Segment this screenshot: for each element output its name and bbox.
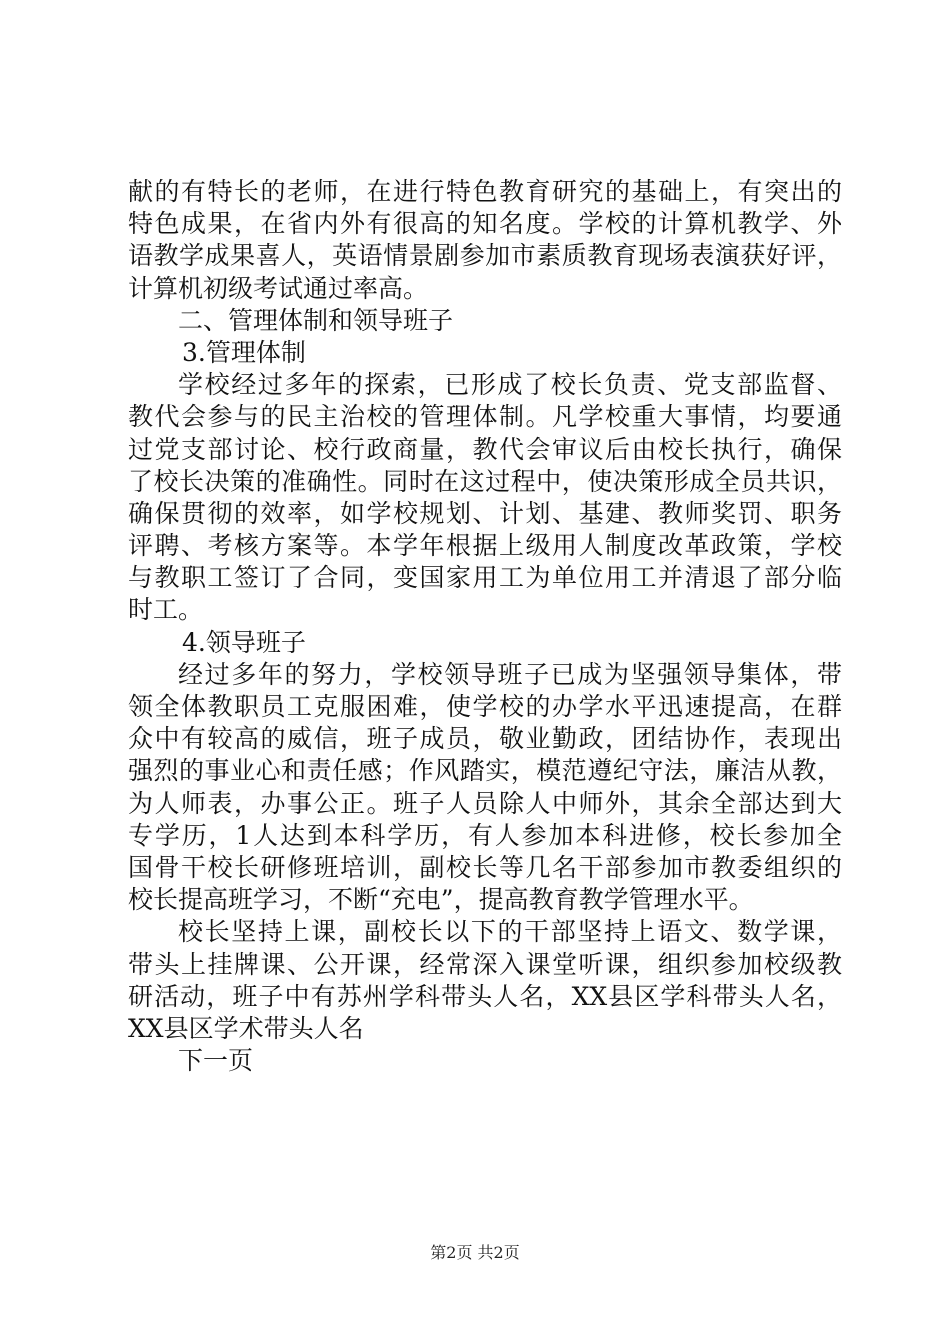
text-line: 专学历，1人达到本科学历，有人参加本科进修，校长参加全 [128,820,842,850]
text-line: 校长提高班学习，不断“充电”，提高教育教学管理水平。 [128,885,754,915]
text-line: 经过多年的努力，学校领导班子已成为坚强领导集体，带 [178,659,842,689]
text-line: 特色成果，在省内外有很高的知名度。学校的计算机教学、外 [128,209,842,239]
text-line: 众中有较高的威信，班子成员，敬业勤政，团结协作，表现出 [128,724,842,754]
text-line: 为人师表，办事公正。班子人员除人中师外，其余全部达到大 [128,788,842,818]
document-body [128,176,842,1077]
subsection-heading: 3.管理体制 [182,337,306,367]
text-line: 语教学成果喜人，英语情景剧参加市素质教育现场表演获好评， [128,241,842,271]
subsection-heading: 4.领导班子 [182,627,306,657]
text-line: 领全体教职员工克服困难，使学校的办学水平迅速提高，在群 [128,692,842,721]
text-line: 确保贯彻的效率，如学校规划、计划、基建、教师奖罚、职务 [128,498,842,528]
text-line: 教代会参与的民主治校的管理体制。凡学校重大事情，均要通 [128,402,842,432]
text-line: 带头上挂牌课、公开课，经常深入课堂听课，组织参加校级教 [128,949,842,979]
text-line: 国骨干校长研修班培训，副校长等几名干部参加市教委组织的 [128,852,842,882]
text-line: 校长坚持上课，副校长以下的干部坚持上语文、数学课， [178,917,842,947]
text-line: 学校经过多年的探索，已形成了校长负责、党支部监督、 [178,370,842,400]
text-line: 了校长决策的准确性。同时在这过程中，使决策形成全员共识， [128,466,842,496]
page-footer: 第2页 共2页 [430,1243,520,1262]
text-line: 时工。 [128,595,204,625]
text-line: 与教职工签订了合同，变国家用工为单位用工并清退了部分临 [128,563,842,593]
section-heading: 二、管理体制和领导班子 [178,305,454,335]
text-line: 过党支部讨论、校行政商量，教代会审议后由校长执行，确保 [128,434,842,464]
text-line: 强烈的事业心和责任感；作风踏实，模范遵纪守法，廉洁从教， [128,756,842,786]
text-line: 研活动，班子中有苏州学科带头人名，XX县区学科带头人名， [128,981,842,1011]
text-line: 计算机初级考试通过率高。 [128,273,429,303]
text-line: 评聘、考核方案等。本学年根据上级用人制度改革政策，学校 [128,531,842,561]
text-line: 献的有特长的老师，在进行特色教育研究的基础上，有突出的 [128,177,842,206]
text-line: XX县区学术带头人名 [128,1013,364,1043]
next-page-link[interactable]: 下一页 [178,1046,254,1076]
